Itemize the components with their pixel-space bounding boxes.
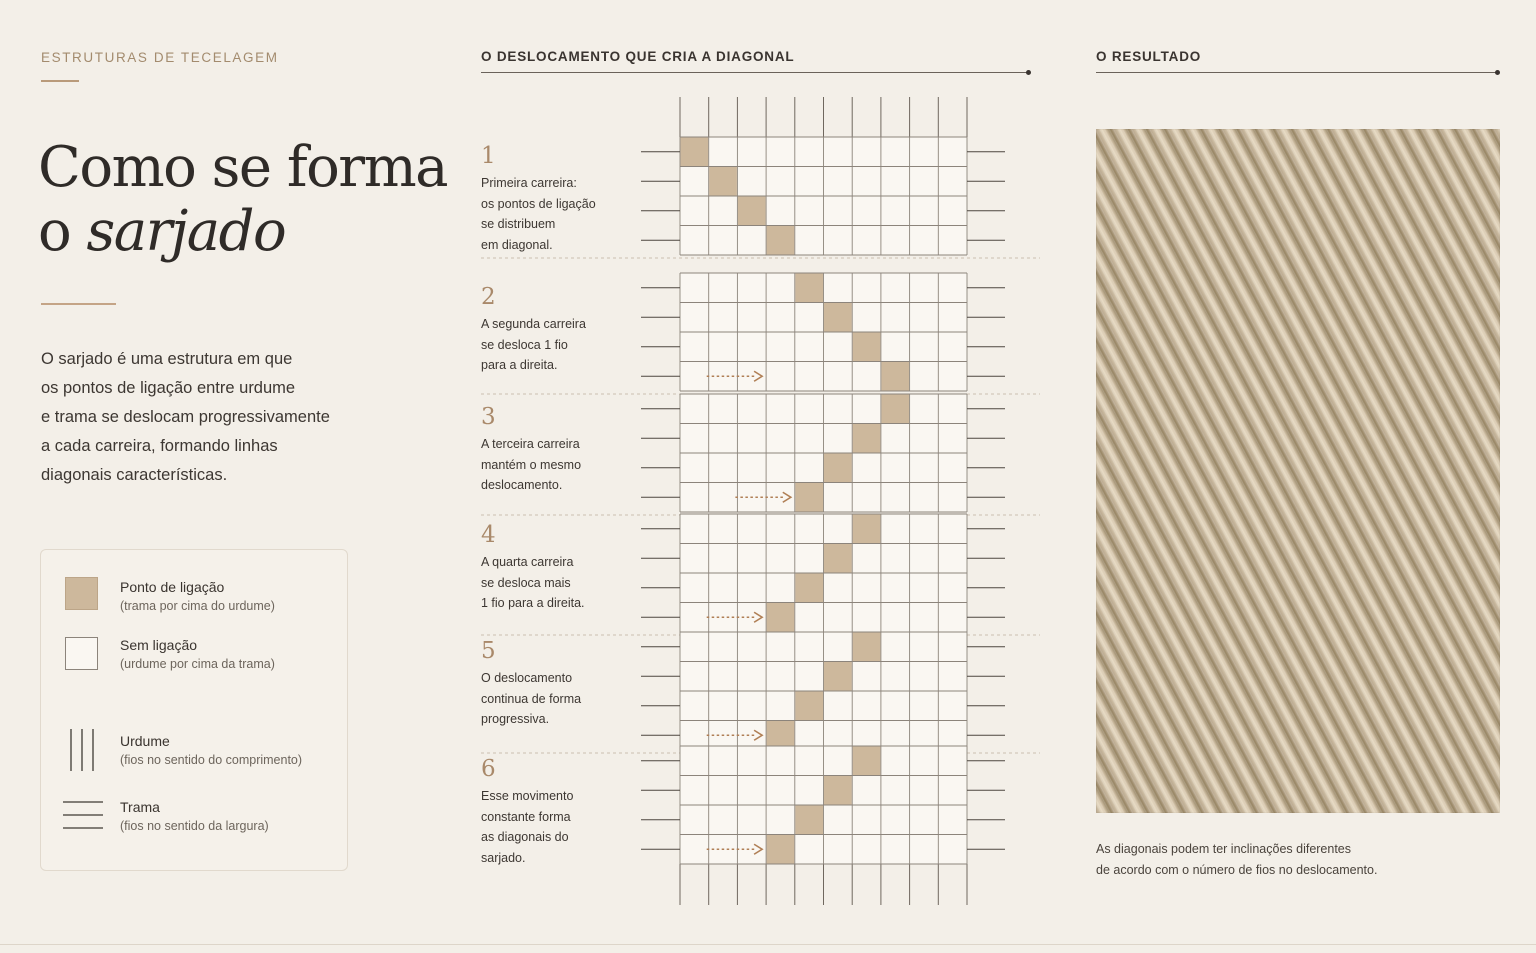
intro-line: diagonais características. [41, 466, 228, 484]
result-heading-dot [1495, 70, 1500, 75]
title-emphasis: sarjado [86, 199, 286, 264]
intro-line: e trama se deslocam progressivamente [41, 408, 330, 426]
step-line: Primeira carreira: [481, 176, 577, 190]
legend-subtitle: (urdume por cima da trama) [120, 657, 275, 671]
bottom-divider [0, 944, 1536, 945]
binding-point [853, 633, 881, 662]
step-number: 3 [481, 404, 496, 430]
binding-point [853, 747, 881, 776]
result-caption [1096, 839, 1496, 881]
title-prefix: o [38, 199, 87, 264]
step-line: constante forma [481, 809, 571, 824]
intro-line: os pontos de ligação entre urdume [41, 379, 296, 397]
binding-point [824, 454, 852, 483]
step-line: se desloca 1 fio [481, 337, 568, 352]
step-line: se desloca mais [481, 575, 571, 590]
step-line: progressiva. [481, 712, 550, 727]
legend-title: Urdume [120, 733, 170, 749]
step-line: A terceira carreira [481, 437, 580, 451]
binding-point [853, 515, 881, 544]
binding-point [824, 662, 852, 691]
binding-point [795, 806, 823, 835]
binding-point [795, 274, 823, 303]
step-line: as diagonais do [481, 830, 569, 845]
binding-point [767, 603, 795, 632]
result-heading: O RESULTADO [1096, 49, 1202, 64]
step-number: 4 [481, 522, 496, 548]
legend-title: Sem ligação [120, 637, 198, 653]
binding-point [767, 226, 795, 255]
binding-point [681, 138, 709, 167]
step-line: sarjado. [481, 851, 526, 866]
legend-subtitle: (fios no sentido da largura) [120, 819, 269, 833]
step-line: A quarta carreira [481, 555, 574, 569]
binding-point [881, 362, 909, 391]
step-number: 1 [481, 143, 496, 169]
binding-point [767, 835, 795, 864]
binding-point [824, 303, 852, 332]
step-line: Esse movimento [481, 789, 574, 803]
caption-line: As diagonais podem ter inclinações diferentes [1096, 842, 1352, 856]
step-line: se distribuem [481, 217, 556, 232]
intro-line: O sarjado é uma estrutura em que [41, 350, 293, 368]
eyebrow-label: ESTRUTURAS DE TECELAGEM [41, 50, 279, 65]
intro-line: a cada carreira, formando linhas [41, 437, 278, 455]
step-line: para a direita. [481, 358, 558, 373]
step-line: O deslocamento [481, 671, 573, 685]
step-number: 2 [481, 284, 496, 310]
binding-point [738, 197, 766, 226]
result-heading-rule [1096, 72, 1498, 73]
binding-point [881, 395, 909, 424]
step-number: 5 [481, 638, 496, 664]
middle-heading: O DESLOCAMENTO QUE CRIA A DIAGONAL [481, 49, 795, 64]
legend-title: Trama [120, 799, 160, 815]
step-line: deslocamento. [481, 478, 563, 493]
legend-title: Ponto de ligação [120, 579, 225, 595]
step-number: 6 [481, 756, 496, 782]
binding-point [824, 544, 852, 573]
step-line: A segunda carreira [481, 317, 586, 331]
binding-point [795, 574, 823, 603]
step-line: 1 fio para a direita. [481, 596, 585, 611]
binding-point [795, 483, 823, 512]
step-line: em diagonal. [481, 238, 553, 253]
binding-point [795, 692, 823, 721]
title-line-1: Como se forma [38, 135, 448, 200]
binding-point [853, 424, 881, 453]
legend-subtitle: (trama por cima do urdume) [120, 599, 275, 613]
step-line: continua de forma [481, 691, 582, 706]
legend-subtitle: (fios no sentido do comprimento) [120, 753, 303, 767]
caption-line: de acordo com o número de fios no deslocamento. [1096, 863, 1378, 877]
binding-point [853, 333, 881, 362]
twill-fabric-image [1096, 129, 1500, 813]
step-line: mantém o mesmo [481, 457, 582, 472]
binding-point [767, 721, 795, 750]
binding-point [709, 167, 737, 196]
binding-point [824, 776, 852, 805]
step-line: os pontos de ligação [481, 196, 596, 211]
